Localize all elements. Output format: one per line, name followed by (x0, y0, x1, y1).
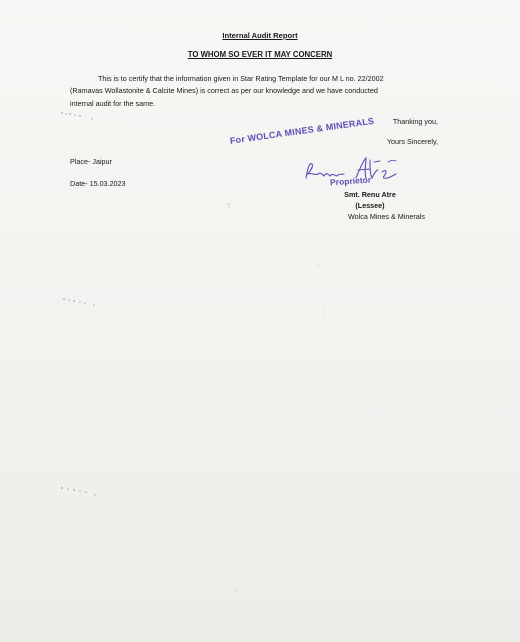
place-line: Place- Jaipur (70, 157, 112, 166)
signer-role: (Lessee) (355, 200, 385, 210)
body-line: (Ramavas Wollastonite & Calcite Mines) is correct as per our knowledge and we have conducted (70, 86, 378, 96)
signer-name: Smt. Renu Atre (344, 190, 396, 199)
document-title: Internal Audit Report (222, 31, 298, 40)
signer-company: Wolca Mines & Minerals (348, 211, 425, 221)
document-subtitle: TO WHOM SO EVER IT MAY CONCERN (187, 50, 333, 59)
closing-line: Yours Sincerely, (386, 137, 438, 146)
stamp-role: Proprietor (329, 174, 372, 188)
thanks-line: Thanking you, (392, 117, 438, 126)
signature-block (300, 190, 440, 222)
date-line: Date- 15.03.2023 (70, 179, 126, 188)
certification-paragraph (70, 73, 450, 110)
company-stamp: For WOLCA MINES & MINERALS (229, 115, 375, 146)
body-line: This is to certify that the information given in Star Rating Template for our M L no. 22/2002 (98, 74, 384, 83)
body-line: internal audit for the same. (70, 98, 156, 108)
